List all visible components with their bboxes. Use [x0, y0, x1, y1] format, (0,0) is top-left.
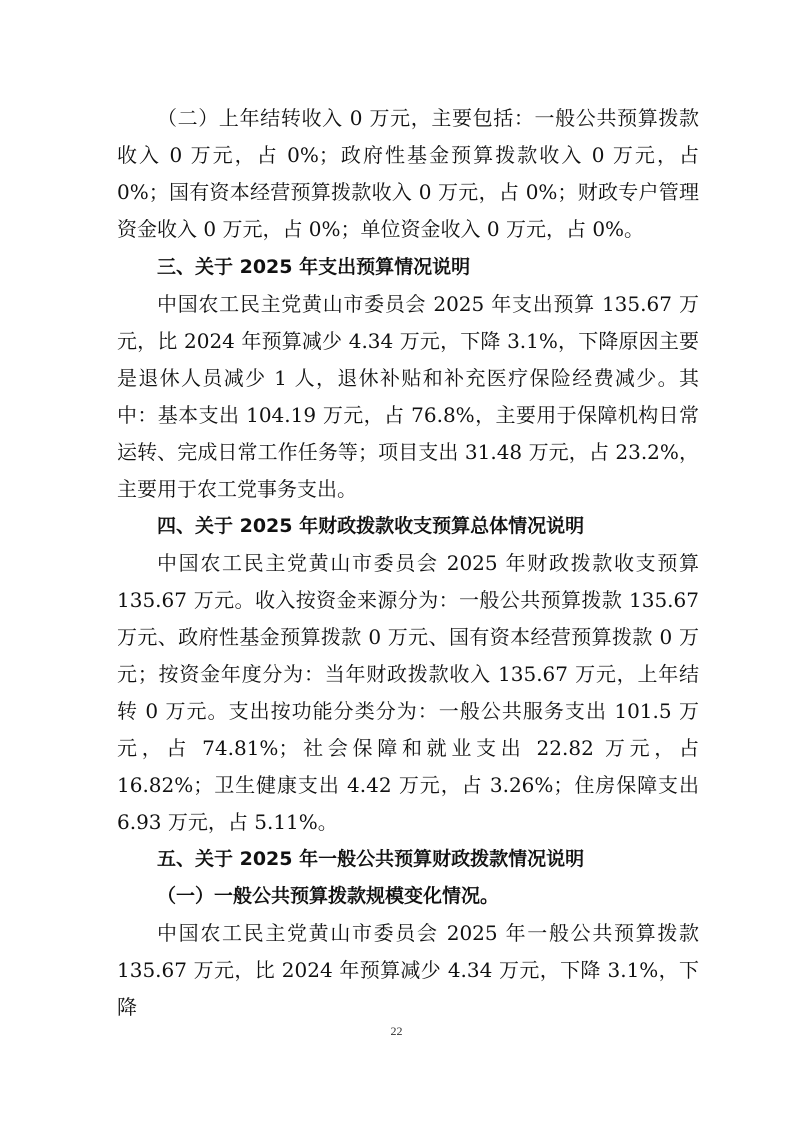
- page-number: 22: [390, 1024, 403, 1038]
- section-heading-general-public-budget: 五、关于 2025 年一般公共预算财政拨款情况说明: [157, 848, 585, 870]
- paragraph-expenditure-budget: 中国农工民主党黄山市委员会 2025 年支出预算 135.67 万元，比 2024 年预算减少 4.34 万元，下降 3.1%，下降原因主要是退休人员减少 1 人，退休补贴和补充医疗保险经费减少。其中：基本支出 104.19 万元，占 76.8%，主要用于保障机构日常运转、完成日常工作任务等；项目支出 31.48 万元，占 23.2%，主要用于农工党事务支出。: [117, 292, 699, 501]
- section-heading-expenditure-budget: 三、关于 2025 年支出预算情况说明: [157, 256, 471, 278]
- subsection-heading-budget-scale-change: （一）一般公共预算拨款规模变化情况。: [157, 885, 500, 907]
- paragraph-fiscal-appropriation-overview: 中国农工民主党黄山市委员会 2025 年财政拨款收支预算 135.67 万元。收入按资金来源分为：一般公共预算拨款 135.67 万元、政府性基金预算拨款 0 万元、国有资本经营预算拨款 0 万元；按资金年度分为：当年财政拨款收入 135.67 万元，上年结转 0 万元。支出按功能分类分为：一般公共服务支出 101.5 万元，占 74.81%；社会保障和就业支出 22.82 万元，占 16.82%；卫生健康支出 4.42 万元，占 3.26%；住房保障支出 6.93 万元，占 5.11%。: [117, 551, 699, 834]
- paragraph-prior-year-carryover: （二）上年结转收入 0 万元，主要包括：一般公共预算拨款收入 0 万元，占 0%；政府性基金预算拨款收入 0 万元，占 0%；国有资本经营预算拨款收入 0 万元，占 0%；财政专户管理资金收入 0 万元，占 0%；单位资金收入 0 万元，占 0%。: [117, 106, 699, 241]
- section-heading-fiscal-appropriation-overview: 四、关于 2025 年财政拨款收支预算总体情况说明: [157, 515, 585, 537]
- paragraph-general-budget-change: 中国农工民主党黄山市委员会 2025 年一般公共预算拨款 135.67 万元，比 2024 年预算减少 4.34 万元，下降 3.1%，下降: [117, 921, 699, 1019]
